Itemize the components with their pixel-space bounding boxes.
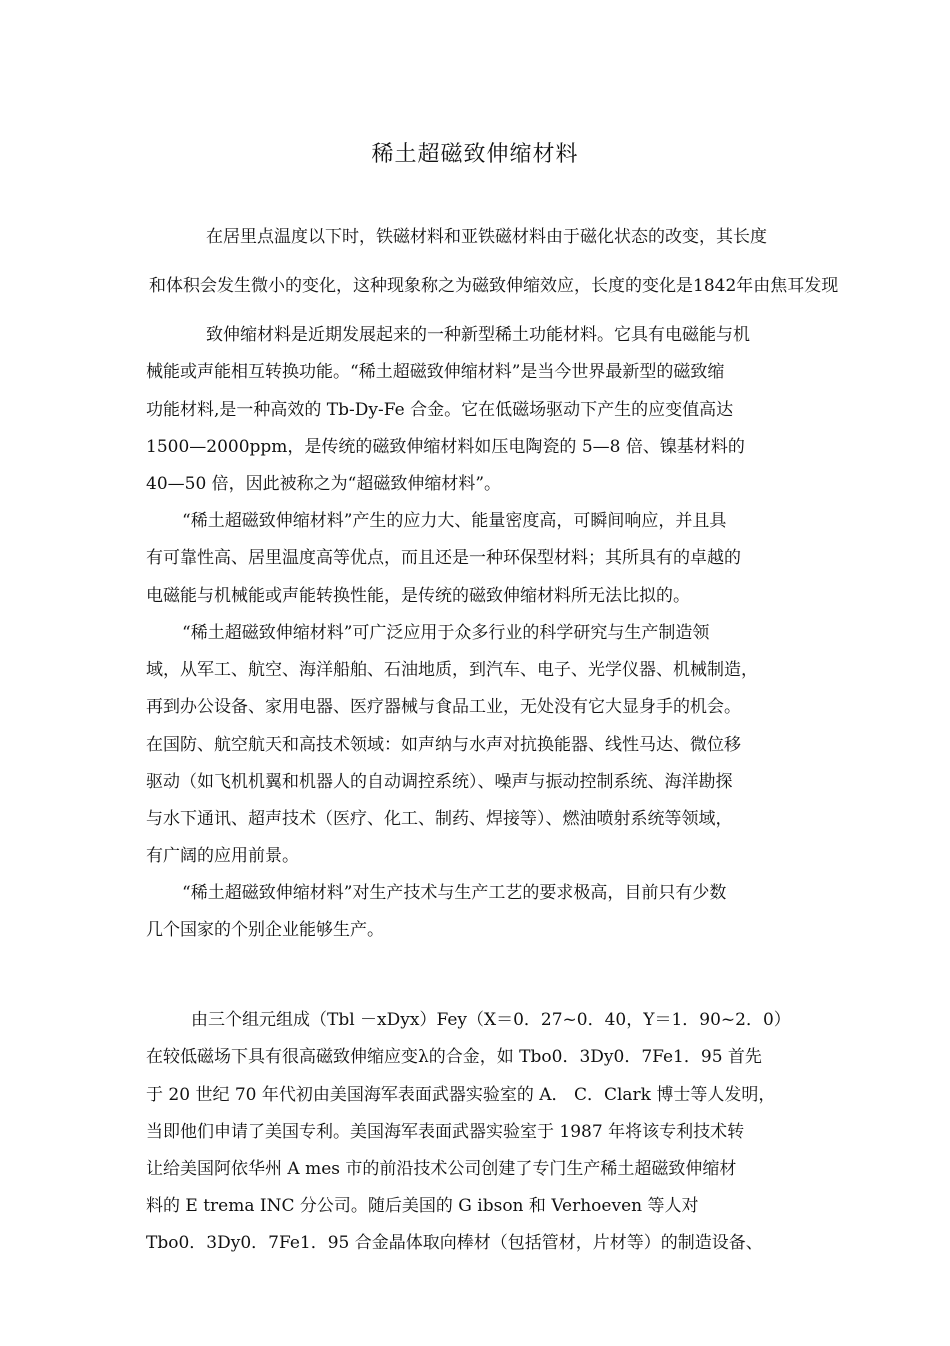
text-line: 几个国家的个别企业能够生产。	[146, 920, 384, 940]
text-line: 致伸缩材料是近期发展起来的一种新型稀土功能材料。它具有电磁能与机	[206, 325, 750, 345]
text-line: 1500—2000ppm，是传统的磁致伸缩材料如压电陶瓷的 5—8 倍、镍基材料的	[146, 437, 745, 457]
text-line: 域，从军工、航空、海洋船舶、石油地质，到汽车、电子、光学仪器、机械制造，	[146, 660, 758, 680]
text-line: 有广阔的应用前景。	[146, 846, 299, 866]
text-line: 功能材料,是一种高效的 Tb-Dy-Fe 合金。它在低磁场驱动下产生的应变值高达	[146, 400, 734, 420]
document-title: 稀土超磁致伸缩材料	[371, 142, 579, 167]
text-line: 电磁能与机械能或声能转换性能，是传统的磁致伸缩材料所无法比拟的。	[146, 586, 690, 606]
text-line: 当即他们申请了美国专利。美国海军表面武器实验室于 1987 年将该专利技术转	[146, 1122, 745, 1142]
text-line: 在国防、航空航天和高技术领域：如声纳与水声对抗换能器、线性马达、微位移	[146, 735, 741, 755]
text-line: 有可靠性高、居里温度高等优点，而且还是一种环保型材料；其所具有的卓越的	[146, 548, 741, 568]
text-line: “稀土超磁致伸缩材料”产生的应力大、能量密度高，可瞬间响应，并且具	[182, 511, 727, 531]
text-line: Tbo0．3Dy0．7Fe1．95 合金晶体取向棒材（包括管材，片材等）的制造设备、	[146, 1233, 763, 1253]
text-line: 于 20 世纪 70 年代初由美国海军表面武器实验室的 A． C．Clark 博士等人发明，	[146, 1085, 776, 1105]
text-line: 由三个组元组成（Tbl －xDyx）Fey（X＝0．27~0．40，Y＝1．90~2．0）	[191, 1010, 791, 1030]
text-line: “稀土超磁致伸缩材料”对生产技术与生产工艺的要求极高，目前只有少数	[182, 883, 727, 903]
text-line: 让给美国阿依华州 A mes 市的前沿技术公司创建了专门生产稀土超磁致伸缩材	[146, 1159, 737, 1179]
text-line: 料的 E trema INC 分公司。随后美国的 G ibson 和 Verhoeven 等人对	[146, 1196, 699, 1216]
text-line: 40—50 倍，因此被称之为“超磁致伸缩材料”。	[146, 474, 502, 494]
text-line: “稀土超磁致伸缩材料”可广泛应用于众多行业的科学研究与生产制造领	[182, 623, 710, 643]
text-line: 在较低磁场下具有很高磁致伸缩应变λ的合金，如 Tbo0．3Dy0．7Fe1．95 首先	[146, 1047, 762, 1067]
text-line: 在居里点温度以下时，铁磁材料和亚铁磁材料由于磁化状态的改变，其长度	[206, 227, 767, 247]
text-line: 与水下通讯、超声技术（医疗、化工、制药、焊接等）、燃油喷射系统等领域，	[146, 809, 733, 829]
text-line: 械能或声能相互转换功能。“稀土超磁致伸缩材料”是当今世界最新型的磁致缩	[146, 362, 725, 382]
text-line: 驱动（如飞机机翼和机器人的自动调控系统）、噪声与振动控制系统、海洋勘探	[146, 772, 733, 792]
text-line: 再到办公设备、家用电器、医疗器械与食品工业，无处没有它大显身手的机会。	[146, 697, 741, 717]
text-line: 和体积会发生微小的变化，这种现象称之为磁致伸缩效应，长度的变化是1842年由焦耳发现	[149, 276, 839, 296]
